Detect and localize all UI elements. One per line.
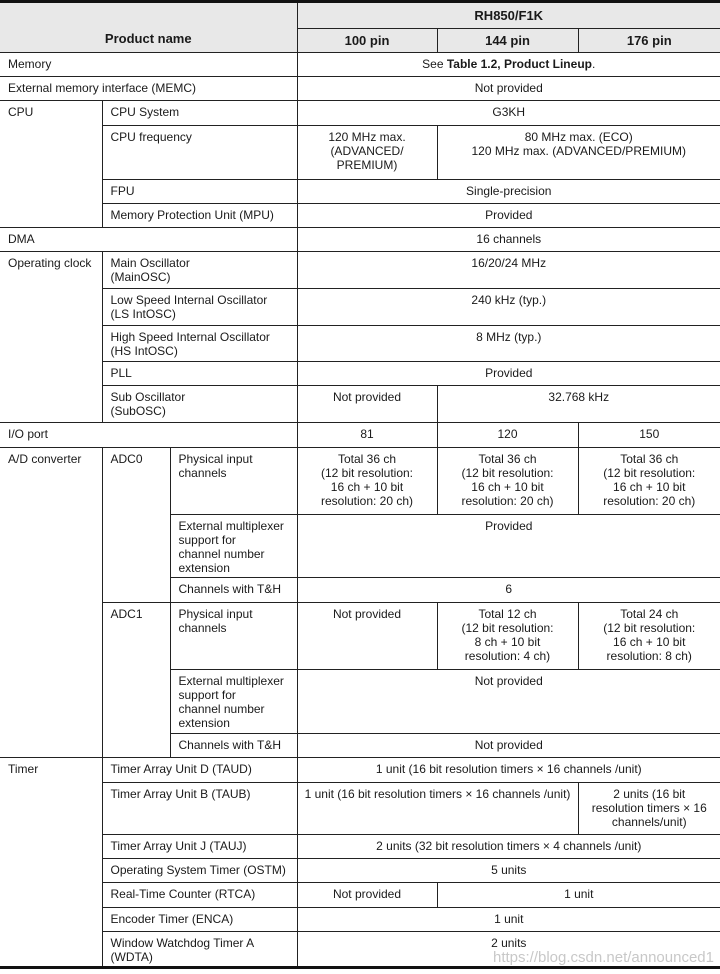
pin-header-176: 176 pin xyxy=(578,29,720,53)
cell-value: 1 unit (16 bit resolution timers × 16 channels /unit) xyxy=(297,783,578,835)
row-label: Memory Protection Unit (MPU) xyxy=(102,204,297,228)
cell-value: 2 units (32 bit resolution timers × 4 channels /unit) xyxy=(297,835,720,859)
cell-value: Provided xyxy=(297,204,720,228)
cell-value: 150 xyxy=(578,423,720,448)
group-label: A/D converter xyxy=(0,448,102,758)
cell-value: Not provided xyxy=(297,77,720,101)
row-label: FPU xyxy=(102,180,297,204)
cell-value: 16 channels xyxy=(297,228,720,252)
row-label: Timer Array Unit D (TAUD) xyxy=(102,758,297,783)
cell-value: Not provided xyxy=(297,734,720,758)
pin-header-100: 100 pin xyxy=(297,29,437,53)
cell-value: Total 24 ch (12 bit resolution: 16 ch + 10 bit resolution: 8 ch) xyxy=(578,603,720,670)
row-label: External multiplexer support for channel number extension xyxy=(170,670,297,734)
row-label: Main Oscillator (MainOSC) xyxy=(102,252,297,289)
row-label: High Speed Internal Oscillator (HS IntOSC) xyxy=(102,326,297,362)
row-label: I/O port xyxy=(0,423,297,448)
cell-value: 6 xyxy=(297,578,720,603)
row-label: External multiplexer support for channel number extension xyxy=(170,515,297,578)
cell-value: 240 kHz (typ.) xyxy=(297,289,720,326)
row-label: CPU frequency xyxy=(102,126,297,180)
subgroup-label: ADC1 xyxy=(102,603,170,758)
cell-value: 120 xyxy=(437,423,578,448)
row-label: Memory xyxy=(0,53,297,77)
row-label: Channels with T&H xyxy=(170,578,297,603)
cell-value: 80 MHz max. (ECO) 120 MHz max. (ADVANCED/PREMIUM) xyxy=(437,126,720,180)
row-label: Encoder Timer (ENCA) xyxy=(102,908,297,932)
row-label: DMA xyxy=(0,228,297,252)
table-reference: Table 1.2, Product Lineup xyxy=(446,57,592,71)
cell-value: 1 unit xyxy=(297,908,720,932)
subgroup-label: ADC0 xyxy=(102,448,170,603)
row-label: Sub Oscillator (SubOSC) xyxy=(102,386,297,423)
row-label: Operating System Timer (OSTM) xyxy=(102,859,297,883)
cell-value: Not provided xyxy=(297,603,437,670)
cell-value: Not provided xyxy=(297,670,720,734)
row-label: Timer Array Unit J (TAUJ) xyxy=(102,835,297,859)
cell-value: Single-precision xyxy=(297,180,720,204)
pin-header-144: 144 pin xyxy=(437,29,578,53)
cell-value: Not provided xyxy=(297,883,437,908)
cell-value: Total 36 ch (12 bit resolution: 16 ch + 10 bit resolution: 20 ch) xyxy=(297,448,437,515)
cell-value: Provided xyxy=(297,515,720,578)
group-label: Timer xyxy=(0,758,102,968)
cell-value: Provided xyxy=(297,362,720,386)
watermark: https://blog.csdn.net/announced1 xyxy=(492,949,714,966)
cell-value: 32.768 kHz xyxy=(437,386,720,423)
row-label: Timer Array Unit B (TAUB) xyxy=(102,783,297,835)
row-label: Window Watchdog Timer A (WDTA) xyxy=(102,932,297,968)
cell-value: 2 units (16 bit resolution timers × 16 channels/unit) xyxy=(578,783,720,835)
row-label: Real-Time Counter (RTCA) xyxy=(102,883,297,908)
memory-value: See Table 1.2, Product Lineup. xyxy=(297,53,720,77)
series-header: RH850/F1K xyxy=(297,2,720,29)
row-label: Channels with T&H xyxy=(170,734,297,758)
cell-value: 5 units xyxy=(297,859,720,883)
cell-value: 16/20/24 MHz xyxy=(297,252,720,289)
row-label: CPU System xyxy=(102,101,297,126)
cell-value: Not provided xyxy=(297,386,437,423)
row-label: Physical input channels xyxy=(170,448,297,515)
cell-value: 2 units xyxy=(297,932,720,968)
row-label: Low Speed Internal Oscillator (LS IntOSC) xyxy=(102,289,297,326)
cell-value: 1 unit xyxy=(437,883,720,908)
cell-value: G3KH xyxy=(297,101,720,126)
group-label: Operating clock xyxy=(0,252,102,423)
cell-value: 8 MHz (typ.) xyxy=(297,326,720,362)
cell-value: 1 unit (16 bit resolution timers × 16 channels /unit) xyxy=(297,758,720,783)
row-label: PLL xyxy=(102,362,297,386)
cell-value: Total 36 ch (12 bit resolution: 16 ch + 10 bit resolution: 20 ch) xyxy=(437,448,578,515)
cell-value: 81 xyxy=(297,423,437,448)
row-label: Physical input channels xyxy=(170,603,297,670)
cell-value: 120 MHz max. (ADVANCED/ PREMIUM) xyxy=(297,126,437,180)
cell-value: Total 12 ch (12 bit resolution: 8 ch + 10 bit resolution: 4 ch) xyxy=(437,603,578,670)
product-name-header: Product name xyxy=(0,2,297,53)
cell-value: Total 36 ch (12 bit resolution: 16 ch + 10 bit resolution: 20 ch) xyxy=(578,448,720,515)
row-label: External memory interface (MEMC) xyxy=(0,77,297,101)
group-label: CPU xyxy=(0,101,102,228)
